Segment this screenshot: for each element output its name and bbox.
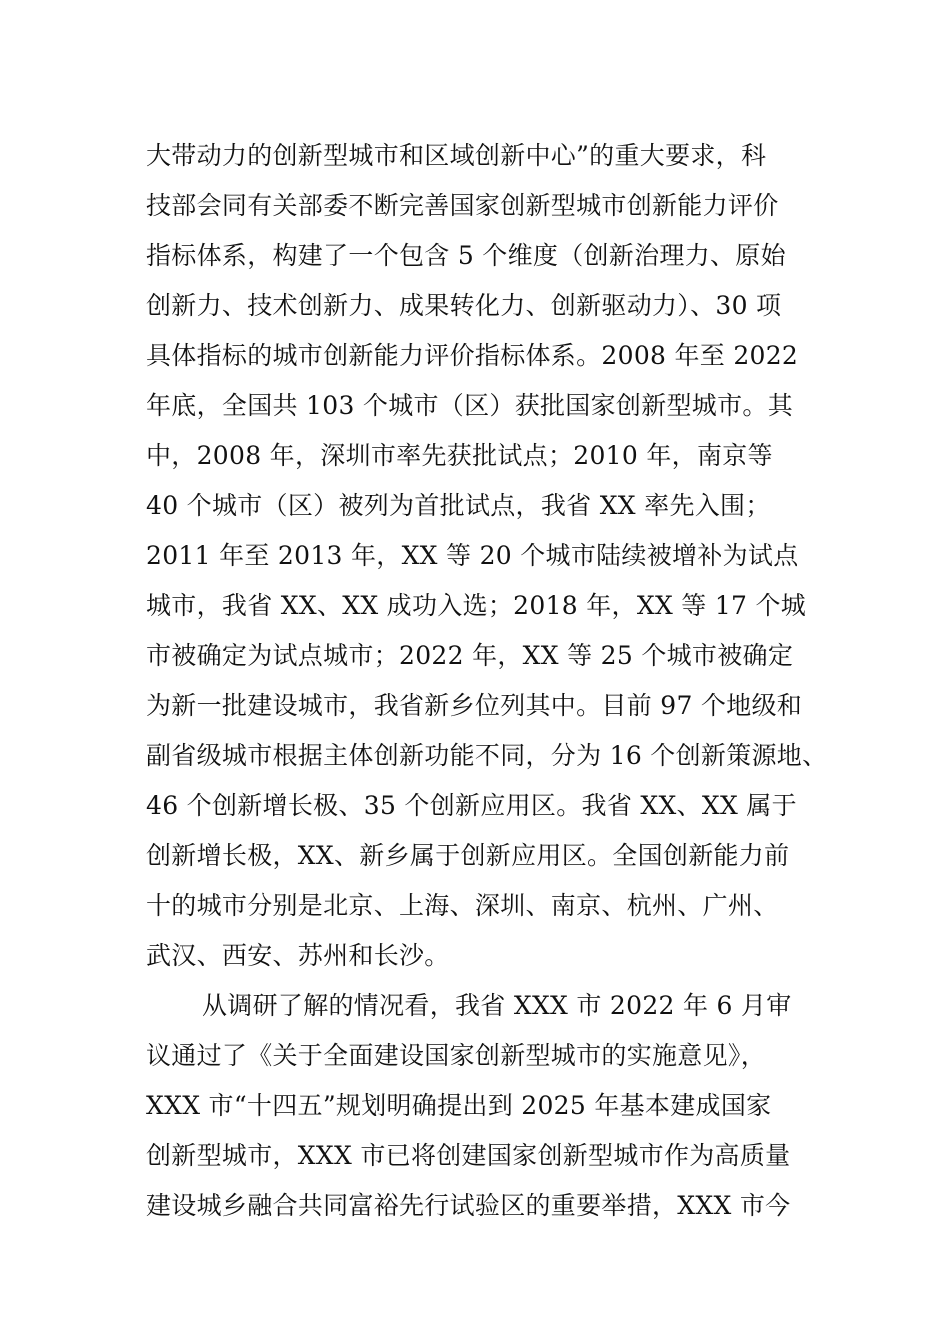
text-line: 城市，我省 XX、XX 成功入选；2018 年，XX 等 17 个城 [146,591,807,620]
text-line: 大带动力的创新型城市和区域创新中心”的重大要求，科 [146,141,767,170]
text-line: 具体指标的城市创新能力评价指标体系。2008 年至 2022 [146,341,799,370]
text-line: 40 个城市（区）被列为首批试点，我省 XX 率先入围； [146,491,771,520]
text-line: 市被确定为试点城市；2022 年，XX 等 25 个城市被确定 [146,641,794,670]
text-line: 46 个创新增长极、35 个创新应用区。我省 XX、XX 属于 [146,791,797,820]
text-line: 议通过了《关于全面建设国家创新型城市的实施意见》， [146,1041,767,1070]
paragraph-2 [146,981,846,1231]
text-line: 技部会同有关部委不断完善国家创新型城市创新能力评价 [146,191,779,220]
text-line: 创新型城市，XXX 市已将创建国家创新型城市作为高质量 [146,1141,791,1170]
text-line: 武汉、西安、苏州和长沙。 [146,941,450,970]
text-line: 2011 年至 2013 年，XX 等 20 个城市陆续被增补为试点 [146,541,799,570]
text-line: 建设城乡融合共同富裕先行试验区的重要举措，XXX 市今 [146,1191,791,1220]
text-line: XXX 市“十四五”规划明确提出到 2025 年基本建成国家 [146,1091,772,1120]
text-line: 创新力、技术创新力、成果转化力、创新驱动力）、30 项 [146,291,782,320]
text-line: 从调研了解的情况看，我省 XXX 市 2022 年 6 月审 [202,991,792,1020]
text-line: 副省级城市根据主体创新功能不同，分为 16 个创新策源地、 [146,741,828,770]
text-line: 十的城市分别是北京、上海、深圳、南京、杭州、广州、 [146,891,779,920]
document-body [146,131,846,1231]
text-line: 中，2008 年，深圳市率先获批试点；2010 年，南京等 [146,441,773,470]
text-line: 为新一批建设城市，我省新乡位列其中。目前 97 个地级和 [146,691,803,720]
text-line: 年底，全国共 103 个城市（区）获批国家创新型城市。其 [146,391,794,420]
text-line: 指标体系，构建了一个包含 5 个维度（创新治理力、原始 [146,241,786,270]
text-line: 创新增长极，XX、新乡属于创新应用区。全国创新能力前 [146,841,790,870]
paragraph-1 [146,131,846,981]
